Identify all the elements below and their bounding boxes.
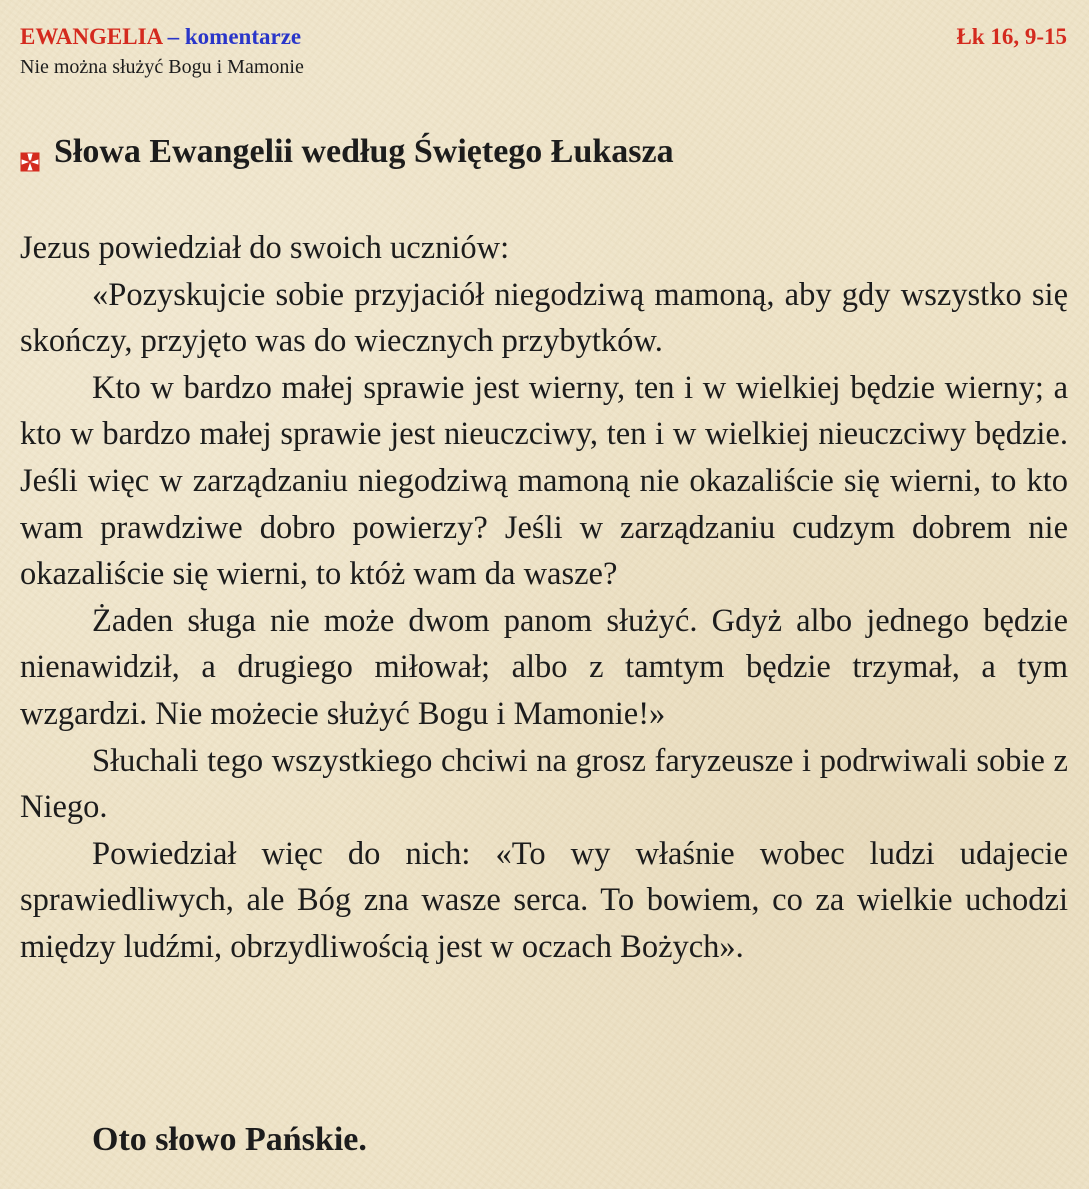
acclamation: Oto słowo Pańskie. — [92, 1121, 367, 1158]
header-left — [20, 22, 304, 80]
paragraph: «Pozyskujcie sobie przyjaciół niegodziwą mamoną, aby gdy wszystko się skończy, przyjęto was do wiecznych przybytków. — [20, 276, 1068, 360]
paragraph: Kto w bardzo małej sprawie jest wierny, ten i w wielkiej będzie wierny; a kto w bardzo małej sprawie jest nieuczciwy, ten i w wielkiej nieuczciwy będzie. Jeśli więc w zarządzaniu niegodziwą mamoną nie okazaliście się wierni, to kto wam prawdziwe dobro powierzy? Jeśli w zarządzaniu cudzym dobrem nie okazaliście się wierni, to któż wam da wasze? — [20, 369, 1068, 593]
paragraph: Żaden sługa nie może dwom panom służyć. Gdyż albo jednego będzie nienawidził, a drugiego miłował; albo z tamtym będzie trzymał, a tym wzgardzi. Nie możecie służyć Bogu i Mamonie!» — [20, 602, 1068, 732]
paragraph: Słuchali tego wszystkiego chciwi na grosz faryzeusze i podrwiwali sobie z Niego. — [20, 742, 1068, 826]
section-label-dash: – — [161, 24, 185, 49]
paragraph: Powiedział więc do nich: «To wy właśnie wobec ludzi udajecie sprawiedliwych, ale Bóg zna wasze serca. To bowiem, co za wielkie uchodzi między ludźmi, obrzydliwością jest w oczach Bożych». — [20, 835, 1068, 965]
gospel-heading — [20, 130, 674, 174]
heading-text: Słowa Ewangelii według Świętego Łukasza — [54, 133, 674, 170]
paragraph-intro: Jezus powiedział do swoich uczniów: — [20, 230, 510, 266]
section-label-komentarze: komentarze — [184, 24, 302, 49]
section-label-ewangelia: EWANGELIA — [20, 24, 162, 49]
section-title — [20, 22, 304, 52]
gospel-text — [20, 225, 1068, 971]
cross-icon — [20, 140, 40, 160]
scripture-reference: Łk 16, 9-15 — [956, 24, 1067, 49]
page-subtitle: Nie można służyć Bogu i Mamonie — [20, 56, 304, 78]
